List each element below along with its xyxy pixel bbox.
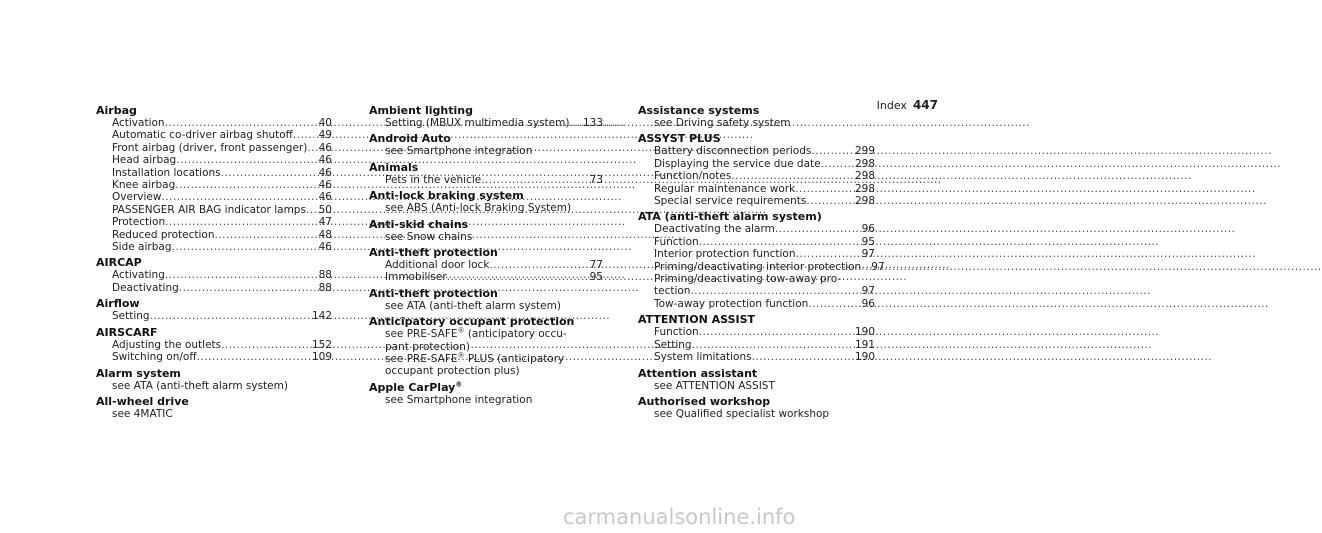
subentry-text: Knee airbag: [112, 179, 176, 192]
subentry-text: see ATA (anti-theft alarm system): [112, 379, 288, 392]
index-heading-text: Airbag: [96, 104, 137, 117]
index-heading-text: AIRCAP: [96, 256, 142, 270]
dot-leader: [161, 191, 316, 203]
index-heading[interactable]: [96, 326, 332, 339]
index-heading[interactable]: [369, 246, 603, 259]
index-subentry[interactable]: [638, 326, 875, 338]
index-subentry: [638, 273, 875, 285]
subentry-text: Deactivating the alarm: [654, 223, 775, 236]
index-entry: [369, 381, 603, 406]
subentry-text: Pets in the vehicle: [385, 173, 482, 186]
index-subentry[interactable]: [96, 154, 332, 166]
index-entry: [638, 395, 875, 420]
index-subentry[interactable]: [638, 380, 875, 392]
index-entry: [369, 315, 603, 378]
dot-leader: [692, 339, 853, 351]
index-heading[interactable]: [638, 367, 875, 380]
subentry-text: Activating: [112, 269, 165, 282]
subentry-text: tection: [654, 285, 691, 298]
subentry-text: Installation locations: [112, 166, 221, 179]
page-reference[interactable]: 50: [318, 203, 332, 216]
subentry-text: Priming/deactivating interior protection: [654, 260, 862, 273]
index-heading[interactable]: [369, 315, 603, 328]
index-entry: [638, 132, 875, 207]
dot-leader: [197, 351, 310, 363]
index-entry: [638, 104, 875, 129]
index-subentry[interactable]: [96, 191, 332, 203]
index-subentry[interactable]: [96, 339, 332, 351]
index-heading-text: ATA (anti-theft alarm system): [638, 210, 822, 224]
index-entry: [369, 189, 603, 214]
subentry-text: occupant protection plus): [385, 365, 520, 378]
index-subentry[interactable]: [638, 298, 875, 310]
index-entry: [96, 367, 332, 392]
dot-leader: [699, 326, 853, 338]
dot-leader: [821, 158, 853, 170]
page-reference[interactable]: 96: [861, 297, 875, 310]
subentry-text-continued: PLUS (anticipatory: [464, 353, 565, 366]
index-heading[interactable]: [369, 218, 603, 231]
subentry-text: Displaying the service due date: [654, 157, 821, 170]
page-reference[interactable]: 88: [318, 281, 332, 294]
subentry-text: see ATA (anti-theft alarm system): [385, 299, 561, 312]
dot-leader: [221, 167, 317, 179]
subentry-text: see 4MATIC: [112, 407, 173, 420]
dot-leader: [569, 117, 581, 129]
subentry-text: see Smartphone integration: [385, 393, 533, 406]
subentry-text: Immobiliser: [385, 271, 447, 284]
page-reference[interactable]: 95: [861, 235, 875, 248]
dot-leader: [752, 351, 853, 363]
dot-leader: [811, 145, 853, 157]
page-reference[interactable]: 95: [589, 271, 603, 284]
subentry-text: Interior protection function: [654, 248, 796, 261]
index-entry: [369, 104, 603, 129]
registered-mark: ®: [455, 380, 463, 389]
index-heading-text: Anti-theft protection: [369, 246, 498, 260]
page-reference[interactable]: 46: [318, 179, 332, 192]
page-reference[interactable]: 49: [318, 129, 332, 142]
index-subentry[interactable]: [638, 260, 885, 273]
index-subentry[interactable]: [96, 380, 332, 392]
subentry-text: see Driving safety system: [654, 117, 791, 129]
index-heading[interactable]: [638, 210, 875, 223]
dot-leader: [808, 298, 859, 310]
page-reference[interactable]: 88: [318, 269, 332, 282]
subentry-text: Regular maintenance work: [654, 182, 796, 195]
dot-leader: [489, 259, 587, 271]
index-subentry[interactable]: [369, 394, 603, 406]
index-subentry[interactable]: [638, 117, 875, 129]
page-reference[interactable]: 152: [311, 338, 332, 351]
subentry-text: Function: [654, 235, 699, 248]
index-heading[interactable]: [638, 104, 875, 117]
index-subentry[interactable]: [369, 328, 603, 340]
index-heading[interactable]: [638, 313, 875, 326]
page-reference[interactable]: 47: [318, 216, 332, 229]
subentry-text-continued: (anticipatory occu-: [464, 328, 567, 341]
index-heading-text: AIRSCARF: [96, 325, 158, 339]
index-heading-text: Alarm system: [96, 366, 181, 380]
index-subentry: [369, 341, 603, 353]
dot-leader: [176, 154, 316, 166]
subentry-text: Function/notes: [654, 170, 732, 183]
subentry-text: see Qualified specialist workshop: [654, 407, 830, 420]
index-subentry[interactable]: [369, 300, 603, 312]
index-subentry[interactable]: [369, 353, 603, 365]
index-entry: [369, 161, 603, 186]
index-subentry[interactable]: [638, 223, 875, 235]
subentry-text: see PRE-SAFE: [385, 328, 458, 341]
index-heading-text: ASSYST PLUS: [638, 132, 721, 146]
index-subentry[interactable]: [369, 145, 603, 157]
dot-leader: [221, 339, 310, 351]
dot-leader: [306, 204, 317, 216]
dot-leader: [214, 229, 316, 241]
index-subentry[interactable]: [638, 183, 875, 195]
index-subentry[interactable]: [96, 129, 332, 141]
registered-mark: ®: [457, 326, 465, 335]
page-reference[interactable]: 142: [311, 310, 332, 323]
page-reference[interactable]: 77: [589, 259, 603, 272]
dot-leader: [481, 174, 587, 186]
index-heading[interactable]: [96, 104, 332, 117]
index-subentry[interactable]: [638, 236, 875, 248]
page-reference[interactable]: 46: [318, 154, 332, 167]
dot-leader: [795, 183, 853, 195]
subentry-text: Tow-away protection function: [654, 297, 809, 310]
page-reference[interactable]: 109: [311, 351, 332, 364]
index-subentry[interactable]: [638, 145, 875, 157]
index-subentry[interactable]: [96, 216, 332, 228]
page-reference[interactable]: 298: [854, 195, 875, 208]
index-subentry[interactable]: [96, 229, 332, 241]
index-heading-text: Anticipatory occupant protection: [369, 315, 575, 329]
index-subentry[interactable]: [96, 269, 332, 281]
page-reference[interactable]: 48: [318, 228, 332, 241]
index-entry: [638, 367, 875, 392]
page-reference[interactable]: 190: [854, 326, 875, 339]
subentry-text: Battery disconnection periods: [654, 145, 812, 158]
index-heading-text: Assistance systems: [638, 104, 760, 117]
subentry-text: System limitations: [654, 351, 752, 364]
index-heading[interactable]: [369, 189, 603, 202]
subentry-text: see Smartphone integration: [385, 145, 533, 158]
subentry-text: PASSENGER AIR BAG indicator lamps: [112, 203, 306, 216]
page-reference[interactable]: 191: [854, 338, 875, 351]
dot-leader: [806, 195, 853, 207]
index-heading[interactable]: [96, 297, 332, 310]
dot-leader: [179, 282, 317, 294]
page-reference[interactable]: 46: [318, 141, 332, 154]
index-subentry[interactable]: [638, 408, 875, 420]
index-entry: [96, 326, 332, 364]
index-heading[interactable]: [369, 104, 603, 117]
dot-leader: [690, 285, 859, 297]
index-subentry[interactable]: [638, 195, 875, 207]
subentry-text: Reduced protection: [112, 228, 215, 241]
index-subentry[interactable]: [96, 351, 332, 363]
index-heading-text: Anti-skid chains: [369, 217, 469, 231]
page-reference[interactable]: 190: [854, 351, 875, 364]
index-subentry[interactable]: [96, 408, 332, 420]
page-number: 447: [912, 98, 938, 112]
page-reference[interactable]: 40: [318, 117, 332, 129]
dot-leader: [293, 129, 317, 141]
index-subentry[interactable]: [96, 142, 332, 154]
index-subentry[interactable]: [96, 117, 332, 129]
index-entry: [369, 287, 603, 312]
subentry-text: Head airbag: [112, 154, 177, 167]
subentry-text: see ABS (Anti-lock Braking System): [385, 202, 572, 215]
index-heading[interactable]: [96, 395, 332, 408]
index-entry: [96, 256, 332, 294]
watermark: carmanualsonline.info: [563, 505, 796, 529]
dot-leader: [165, 216, 317, 228]
subentry-text: Side airbag: [112, 241, 172, 254]
dot-leader: [796, 248, 860, 260]
page-header: [877, 98, 938, 112]
subentry-text: Activation: [112, 117, 165, 129]
subentry-text: Setting: [654, 338, 692, 351]
index-heading[interactable]: [638, 395, 875, 408]
page-reference[interactable]: 298: [854, 157, 875, 170]
index-heading[interactable]: [96, 367, 332, 380]
subentry-text: Front airbag (driver, front passenger): [112, 141, 308, 154]
subentry-text: Setting (MBUX multimedia system): [385, 117, 570, 129]
index-heading-text: Airflow: [96, 297, 140, 311]
registered-mark: ®: [457, 351, 465, 360]
index-subentry[interactable]: [369, 174, 603, 186]
index-subentry[interactable]: [638, 158, 875, 170]
index-subentry[interactable]: [369, 202, 603, 214]
subentry-text: see Snow chains: [385, 230, 473, 243]
subentry-text: see PRE-SAFE: [385, 353, 458, 366]
subentry-text: Special service requirements: [654, 195, 807, 208]
index-entry: [96, 395, 332, 420]
index-subentry[interactable]: [369, 117, 603, 129]
index-column-3: [638, 104, 885, 423]
page-reference[interactable]: 133: [582, 117, 603, 129]
index-entry: [96, 297, 332, 322]
page-reference[interactable]: 46: [318, 191, 332, 204]
index-subentry[interactable]: [96, 310, 332, 322]
dot-leader: [775, 223, 860, 235]
subentry-text: Automatic co-driver airbag shutoff: [112, 129, 293, 142]
index-heading[interactable]: [369, 161, 603, 174]
dot-leader: [165, 269, 317, 281]
index-subentry[interactable]: [638, 170, 875, 182]
index-entry: [638, 210, 885, 310]
index-subentry[interactable]: [638, 339, 875, 351]
index-heading-text: Attention assistant: [638, 366, 758, 380]
index-subentry[interactable]: [638, 285, 875, 297]
subentry-text: pant protection): [385, 340, 470, 353]
index-heading[interactable]: [369, 132, 603, 145]
index-entry: [369, 246, 603, 284]
subentry-text: Overview: [112, 191, 162, 204]
index-subentry[interactable]: [96, 167, 332, 179]
page-reference[interactable]: 298: [854, 182, 875, 195]
index-heading-text: Android Auto: [369, 132, 451, 146]
page-reference[interactable]: 298: [854, 170, 875, 183]
header-title: Index: [876, 99, 907, 112]
index-heading[interactable]: [96, 256, 332, 269]
index-subentry[interactable]: [369, 259, 603, 271]
page-reference[interactable]: 46: [318, 241, 332, 254]
index-heading-text: ATTENTION ASSIST: [638, 313, 756, 327]
dot-leader: [171, 241, 316, 253]
index-subentry[interactable]: [96, 241, 332, 253]
dot-leader: [731, 170, 853, 182]
subentry-text: Deactivating: [112, 281, 179, 294]
dot-leader: [447, 271, 588, 283]
subentry-text: Switching on/off: [112, 351, 197, 364]
index-entry: [96, 104, 332, 253]
index-subentry[interactable]: [638, 351, 875, 363]
index-subentry[interactable]: [96, 179, 332, 191]
index-subentry[interactable]: [369, 231, 603, 243]
index-heading-text: Apple CarPlay: [369, 380, 456, 394]
index-heading[interactable]: [369, 381, 603, 394]
index-subentry: [369, 365, 603, 377]
index-heading-text: Authorised workshop: [638, 394, 771, 408]
page-reference[interactable]: 299: [854, 145, 875, 158]
dot-leader: [150, 310, 310, 322]
index-entry: [369, 218, 603, 243]
index-column-1: [96, 104, 332, 423]
index-heading[interactable]: [638, 132, 875, 145]
index-subentry[interactable]: [369, 271, 603, 283]
subentry-text: Additional door lock: [385, 259, 490, 272]
index-column-2: [369, 104, 603, 409]
index-heading-text: Anti-theft protection: [369, 286, 498, 300]
subentry-text: Function: [654, 326, 699, 339]
index-heading-text: Ambient lighting: [369, 104, 473, 117]
index-subentry[interactable]: [96, 282, 332, 294]
page-reference[interactable]: 97: [861, 285, 875, 298]
page-reference[interactable]: 96: [861, 223, 875, 236]
subentry-text: Adjusting the outlets: [112, 338, 222, 351]
page-reference[interactable]: 97: [871, 260, 885, 273]
index-heading-text: Animals: [369, 160, 419, 174]
index-subentry[interactable]: [96, 204, 332, 216]
subentry-text: Setting: [112, 310, 150, 323]
dot-leader: [307, 142, 316, 154]
index-heading-text: All-wheel drive: [96, 394, 189, 408]
subentry-text: see ATTENTION ASSIST: [654, 379, 775, 392]
dot-leader: [165, 117, 317, 129]
page-reference[interactable]: 97: [861, 248, 875, 261]
index-heading-text: Anti-lock braking system: [369, 189, 524, 203]
index-entry: [638, 313, 875, 363]
dot-leader: [699, 236, 860, 248]
page-reference[interactable]: 73: [589, 173, 603, 186]
page-reference[interactable]: 46: [318, 166, 332, 179]
subentry-text: Protection: [112, 216, 166, 229]
dot-leader: [861, 261, 869, 273]
index-entry: [369, 132, 603, 157]
index-subentry[interactable]: [638, 248, 875, 260]
dot-leader: [175, 179, 316, 191]
subentry-text: Priming/deactivating tow-away pro-: [654, 273, 842, 286]
index-heading[interactable]: [369, 287, 603, 300]
